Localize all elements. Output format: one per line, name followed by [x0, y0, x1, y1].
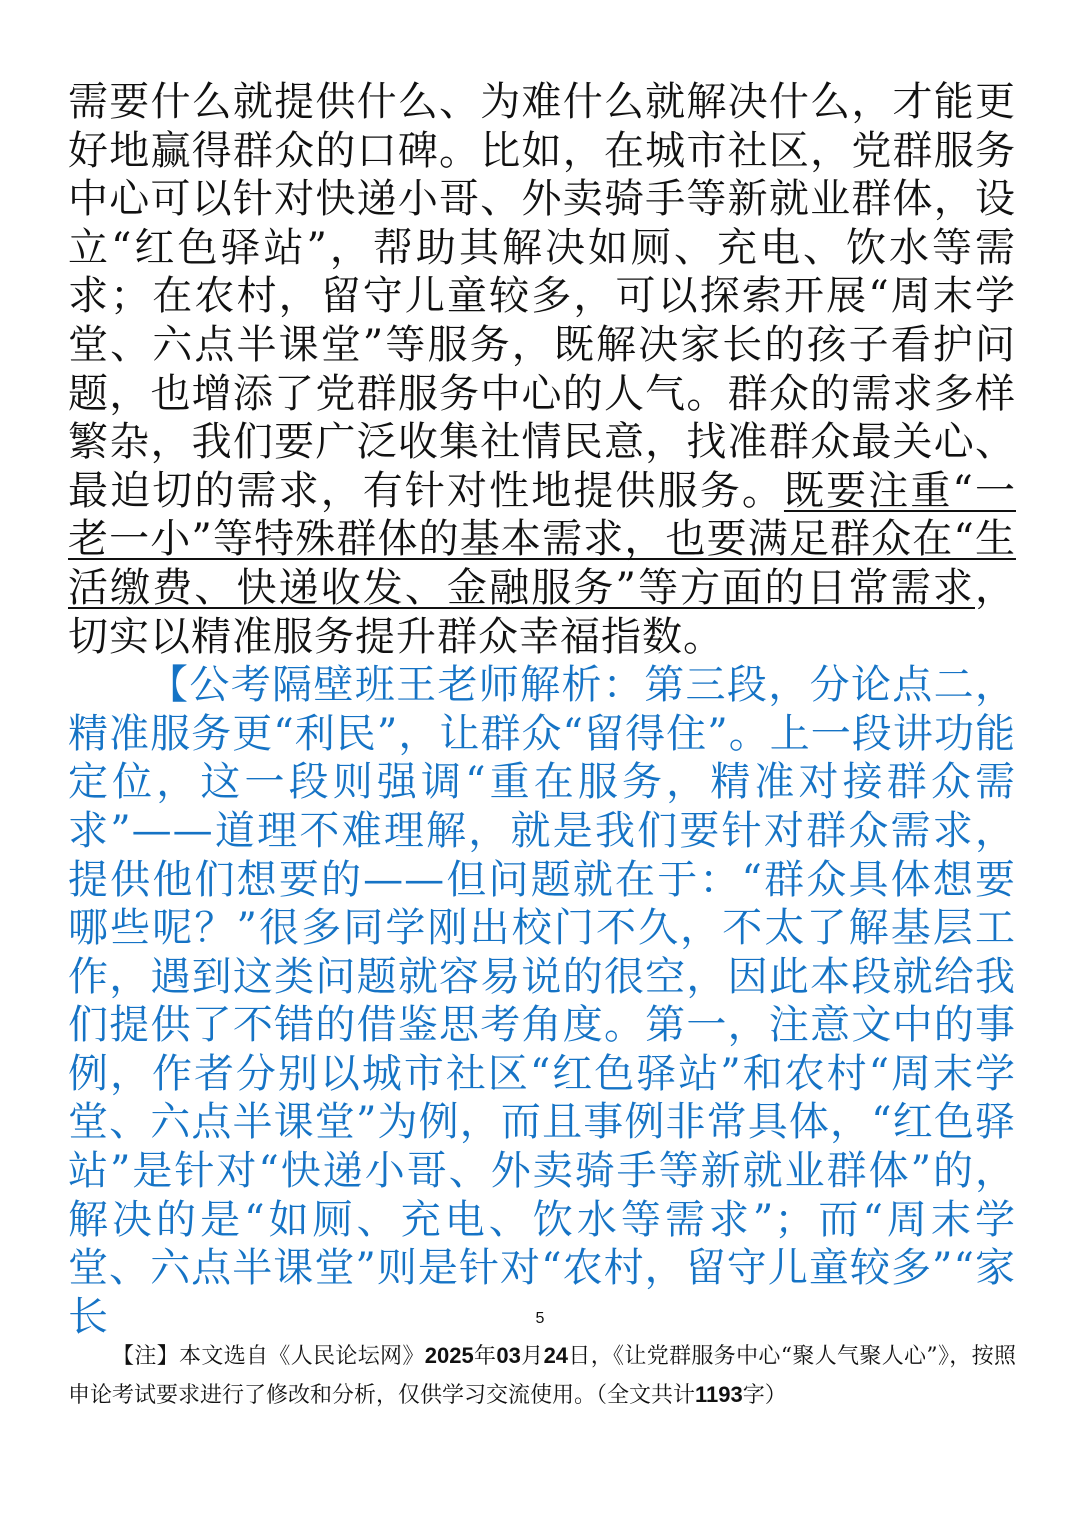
note-text: 月: [520, 1344, 544, 1369]
note-day: 24: [543, 1343, 569, 1368]
paragraph-tail: ，切实以精准服务提升群众幸福指数。: [68, 564, 1016, 660]
note-year: 2025: [424, 1343, 474, 1368]
note-text: 【注】本文选自《人民论坛网》: [112, 1344, 425, 1369]
article-body: [68, 78, 1016, 1341]
source-note: [68, 1337, 1016, 1415]
page-number: 5: [535, 1310, 545, 1327]
note-text: 年: [473, 1344, 497, 1369]
underlined-key-sentence: 既要注重“一老一小”等特殊群体的基本需求，也要满足群众在“生活缴费、快递收发、金融服务”等方面的日常需求: [68, 467, 1016, 611]
paragraph-service-needs: [68, 78, 1016, 661]
note-text: 日，《让党群服务中心“聚人气聚人心”》，按照申论考试要求进行了修改和分析，仅供学习交流使用。（全文共计: [68, 1344, 1016, 1408]
note-text: 字）: [742, 1383, 787, 1408]
note-month: 03: [496, 1343, 521, 1368]
note-word-count: 1193: [695, 1382, 743, 1407]
teacher-analysis: 【公考隔壁班王老师解析：第三段，分论点二，精准服务更“利民”，让群众“留得住”。上一段讲功能定位，这一段则强调“重在服务，精准对接群众需求”——道理不难理解，就是我们要针对群众需求，提供他们想要的——但问题就在于：“群众具体想要哪些呢？”很多同学刚出校门不久，不太了解基层工作，遇到这类问题就容易说的很空，因此本段就给我们提供了不错的借鉴思考角度。第一，注意文中的事例，作者分别以城市社区“红色驿站”和农村“周末学堂、六点半课堂”为例，而且事例非常具体，“红色驿站”是针对“快递小哥、外卖骑手等新就业群体”的，解决的是“如厕、充电、饮水等需求”；而“周末学堂、六点半课堂”则是针对“农村，留守儿童较多”“家长: [68, 662, 1016, 1340]
paragraph-text: 需要什么就提供什么、为难什么就解决什么，才能更好地赢得群众的口碑。比如，在城市社区，党群服务中心可以针对快递小哥、外卖骑手等新就业群体，设立“红色驿站”，帮助其解决如厕、充电、饮水等需求；在农村，留守儿童较多，可以探索开展“周末学堂、六点半课堂”等服务，既解决家长的孩子看护问题，也增添了党群服务中心的人气。群众的需求多样繁杂，我们要广泛收集社情民意，找准群众最关心、最迫切的需求，有针对性地提供服务。: [68, 79, 1016, 514]
